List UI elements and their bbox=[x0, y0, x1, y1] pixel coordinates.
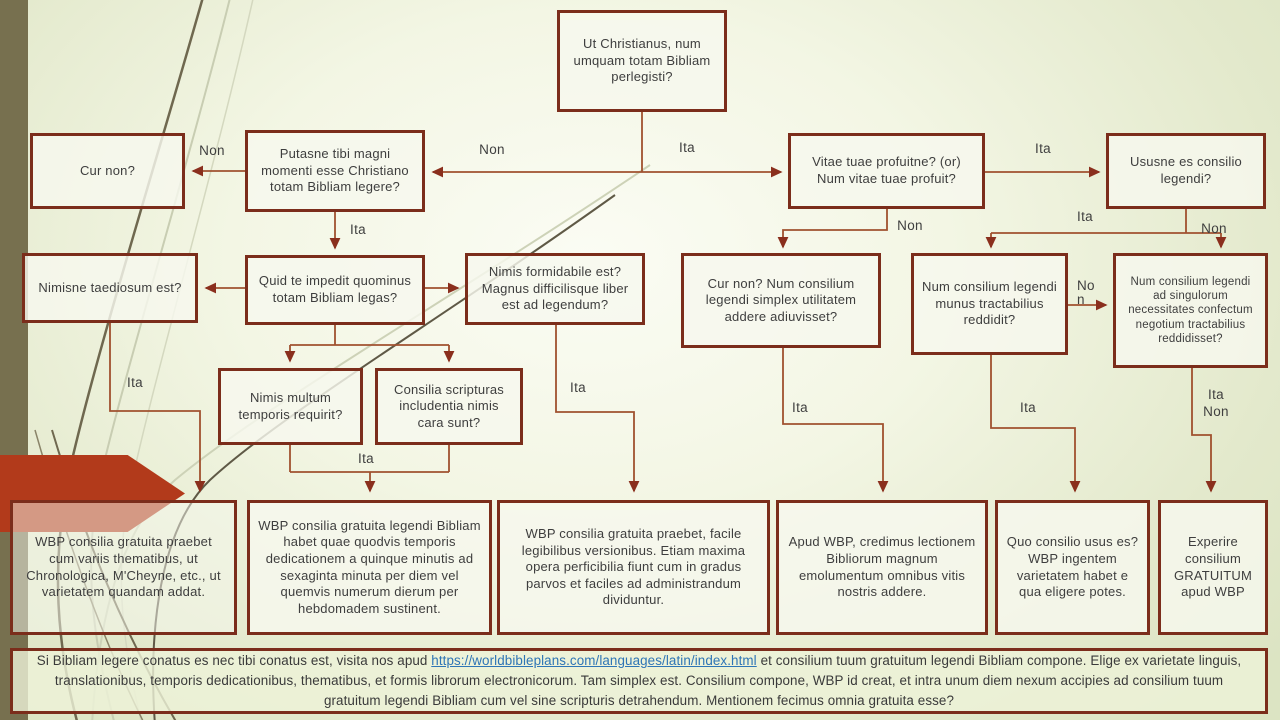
banner-text-before-link: Si Bibliam legere conatus es nec tibi conatus est, visita nos apud bbox=[36, 652, 432, 668]
node-num-munus: Num consilium legendi munus tractabilius reddidit? bbox=[911, 253, 1068, 355]
edge-label-ita: Ita bbox=[679, 139, 695, 155]
worldbibleplans-link[interactable]: https://worldbibleplans.com/languages/latin/index.html bbox=[431, 652, 757, 668]
node-nimis-formidabile: Nimis formidabile est? Magnus difficilisque liber est ad legendum? bbox=[465, 253, 645, 325]
edge-label-ita: Ita bbox=[1077, 208, 1093, 224]
node-answer-versions: WBP consilia gratuita praebet, facile legibilibus versionibus. Etiam maxima opera perficibilia fiunt cum in gradus parvos et faciles ad administrandum dividuntur. bbox=[497, 500, 770, 635]
edge-label-non: Non bbox=[1203, 403, 1229, 419]
node-num-singulorum: Num consilium legendi ad singulorum necessitates confectum negotium tractabilius reddidisset? bbox=[1113, 253, 1268, 368]
edge-label-non: Non bbox=[897, 217, 923, 233]
edge-label-ita: Ita bbox=[1035, 140, 1051, 156]
node-nimis-multum: Nimis multum temporis requirit? bbox=[218, 368, 363, 445]
node-answer-time: WBP consilia gratuita legendi Bibliam habet quae quodvis temporis dedicationem a quinque minutis ad sexaginta minuta per diem vel quemvis numerum dierum per hebdomadem sustinent. bbox=[247, 500, 492, 635]
edge-label-ita: Ita bbox=[570, 379, 586, 395]
edge-label-non: Non bbox=[199, 142, 225, 158]
footer-banner bbox=[10, 648, 1268, 714]
node-quid-impedit: Quid te impedit quominus totam Bibliam legas? bbox=[245, 255, 425, 325]
edge-label-ita: Ita bbox=[792, 399, 808, 415]
node-answer-variety: Quo consilio usus es? WBP ingentem varietatem habet e qua eligere potes. bbox=[995, 500, 1150, 635]
edge-label-ita: Ita bbox=[1208, 386, 1224, 402]
node-nimisne-taediosum: Nimisne taediosum est? bbox=[22, 253, 198, 323]
edge-label-non: Non bbox=[479, 141, 505, 157]
node-consilia-cara: Consilia scripturas includentia nimis cara sunt? bbox=[375, 368, 523, 445]
banner-text-after-link: et consilium tuum gratuitum legendi Bibliam compone. Elige ex varietate linguis, translationibus, temporis dedicationibus, thematibus, et formis librorum electronicorum. Tam simplex est. Consilium compone, WBP id creat, et intra unum diem nexum accipies ad consilium tuum gratuitum legendi Bibliam cum vel sine scripturis detrahendum. Mentionem fecimus omnia gratuita esse? bbox=[54, 652, 1242, 709]
node-cur-non: Cur non? bbox=[30, 133, 185, 209]
edge-label-ita: Ita bbox=[127, 374, 143, 390]
node-answer-benefit: Apud WBP, credimus lectionem Bibliorum magnum emolumentum omnibus vitis nostris addere. bbox=[776, 500, 988, 635]
edge-label-ita: Ita bbox=[358, 450, 374, 466]
node-vitae-profuit: Vitae tuae profuitne? (or) Num vitae tuae profuit? bbox=[788, 133, 985, 209]
edge-label-non: Non bbox=[1201, 220, 1227, 236]
node-putasne: Putasne tibi magni momenti esse Christiano totam Bibliam legere? bbox=[245, 130, 425, 212]
node-start-question: Ut Christianus, num umquam totam Bibliam perlegisti? bbox=[557, 10, 727, 112]
node-answer-try: Experire consilium GRATUITUM apud WBP bbox=[1158, 500, 1268, 635]
edge-label-ita: Ita bbox=[350, 221, 366, 237]
edge-label-ita: Ita bbox=[1020, 399, 1036, 415]
node-ususne-consilio: Ususne es consilio legendi? bbox=[1106, 133, 1266, 209]
node-cur-non-consilium: Cur non? Num consilium legendi simplex utilitatem addere adiuvisset? bbox=[681, 253, 881, 348]
node-answer-themes: WBP consilia gratuita praebet cum variis thematibus, ut Chronologica, M'Cheyne, etc., ut varietatem quandam addat. bbox=[10, 500, 237, 635]
edge-label-non-wrapped: No n bbox=[1077, 277, 1095, 307]
